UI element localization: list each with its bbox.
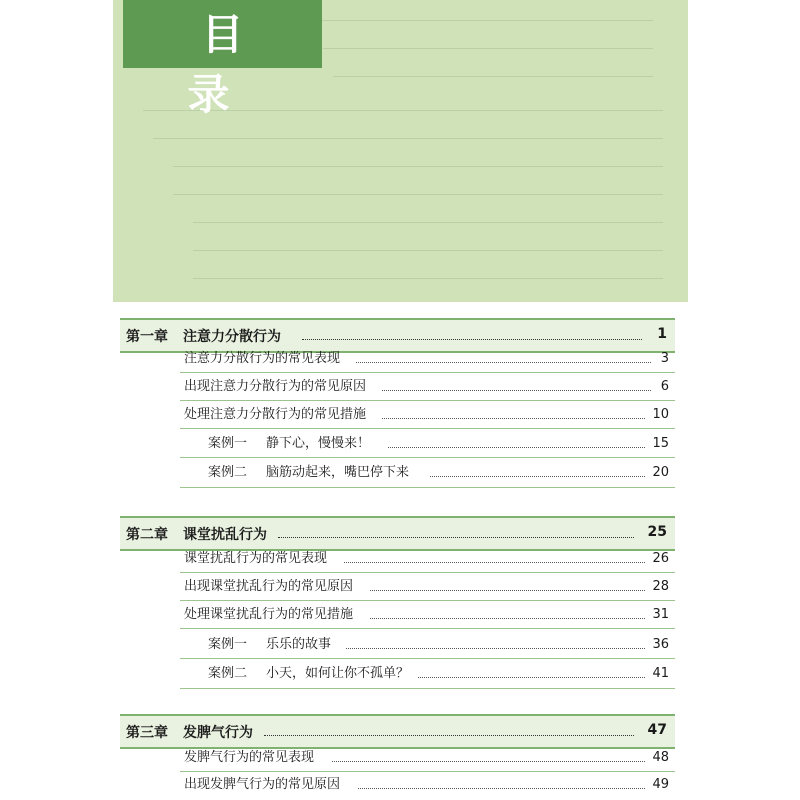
section-title: 处理注意力分散行为的常见措施 <box>184 407 367 422</box>
toc-section-entry[interactable] <box>184 376 669 398</box>
section-page: 28 <box>652 579 669 594</box>
dot-leader <box>344 562 645 563</box>
chapter-title: 课堂扰乱行为 <box>183 527 267 543</box>
chapter-2-heading[interactable] <box>120 516 675 551</box>
divider <box>180 572 675 573</box>
ghost-line <box>193 278 663 279</box>
divider <box>180 628 675 629</box>
ghost-line <box>173 194 663 195</box>
dot-leader <box>356 362 651 363</box>
chapter-label: 第二章 <box>126 527 168 543</box>
dot-leader <box>358 788 645 789</box>
case-page: 36 <box>652 637 669 652</box>
case-page: 20 <box>652 465 669 480</box>
divider <box>180 600 675 601</box>
divider <box>180 457 675 458</box>
case-title: 小天，如何让你不孤单？ <box>266 666 410 681</box>
divider <box>180 688 675 689</box>
case-page: 15 <box>652 436 669 451</box>
dot-leader <box>430 476 645 477</box>
divider <box>180 487 675 488</box>
toc-section-entry[interactable] <box>184 348 669 370</box>
chapter-page: 25 <box>647 524 667 540</box>
chapter-3-heading[interactable] <box>120 714 675 749</box>
dot-leader <box>302 339 642 340</box>
chapter-page: 47 <box>647 722 667 738</box>
toc-case-entry[interactable] <box>208 462 669 484</box>
ghost-line <box>193 250 663 251</box>
dot-leader <box>278 537 634 538</box>
section-page: 48 <box>652 750 669 765</box>
toc-section-entry[interactable] <box>184 747 669 769</box>
dot-leader <box>370 618 645 619</box>
divider <box>180 372 675 373</box>
section-page: 10 <box>652 407 669 422</box>
toc-title-box <box>123 0 322 119</box>
dot-leader <box>382 390 651 391</box>
divider <box>180 771 675 772</box>
section-title: 出现发脾气行为的常见原因 <box>184 777 341 792</box>
toc-section-entry[interactable] <box>184 404 669 426</box>
toc-section-entry[interactable] <box>184 576 669 598</box>
toc-case-entry[interactable] <box>208 433 669 455</box>
toc-section-entry[interactable] <box>184 548 669 570</box>
dot-leader <box>418 677 645 678</box>
section-page: 26 <box>652 551 669 566</box>
case-label: 案例一 <box>208 637 248 652</box>
toc-section-entry[interactable] <box>184 774 669 796</box>
chapter-label: 第三章 <box>126 725 168 741</box>
case-title: 脑筋动起来，嘴巴停下来 <box>266 465 410 480</box>
dot-leader <box>332 761 645 762</box>
dot-leader <box>370 590 645 591</box>
section-title: 发脾气行为的常见表现 <box>184 750 315 765</box>
case-page: 41 <box>652 666 669 681</box>
ghost-line <box>173 166 663 167</box>
divider <box>180 658 675 659</box>
dot-leader <box>264 735 634 736</box>
section-title: 处理课堂扰乱行为的常见措施 <box>184 607 354 622</box>
ghost-line <box>193 222 663 223</box>
section-title: 出现课堂扰乱行为的常见原因 <box>184 579 354 594</box>
case-label: 案例二 <box>208 465 248 480</box>
case-label: 案例一 <box>208 436 248 451</box>
ghost-line <box>153 138 663 139</box>
ghost-line <box>323 48 653 49</box>
section-page: 31 <box>652 607 669 622</box>
chapter-title: 发脾气行为 <box>183 725 253 741</box>
section-page: 6 <box>660 379 669 394</box>
section-page: 49 <box>652 777 669 792</box>
divider <box>180 400 675 401</box>
toc-section-entry[interactable] <box>184 604 669 626</box>
section-title: 注意力分散行为的常见表现 <box>184 351 341 366</box>
ghost-line <box>333 76 653 77</box>
dot-leader <box>382 418 645 419</box>
section-page: 3 <box>660 351 669 366</box>
chapter-title: 注意力分散行为 <box>183 329 281 345</box>
toc-case-entry[interactable] <box>208 634 669 656</box>
toc-title: 目 录 <box>187 10 272 119</box>
chapter-label: 第一章 <box>126 329 168 345</box>
case-label: 案例二 <box>208 666 248 681</box>
dot-leader <box>388 447 645 448</box>
dot-leader <box>346 648 645 649</box>
case-title: 乐乐的故事 <box>266 637 332 652</box>
section-title: 出现注意力分散行为的常见原因 <box>184 379 367 394</box>
divider <box>180 428 675 429</box>
toc-case-entry[interactable] <box>208 663 669 685</box>
chapter-page: 1 <box>657 326 667 342</box>
ghost-line <box>313 20 653 21</box>
case-title: 静下心，慢慢来！ <box>266 436 371 451</box>
section-title: 课堂扰乱行为的常见表现 <box>184 551 328 566</box>
